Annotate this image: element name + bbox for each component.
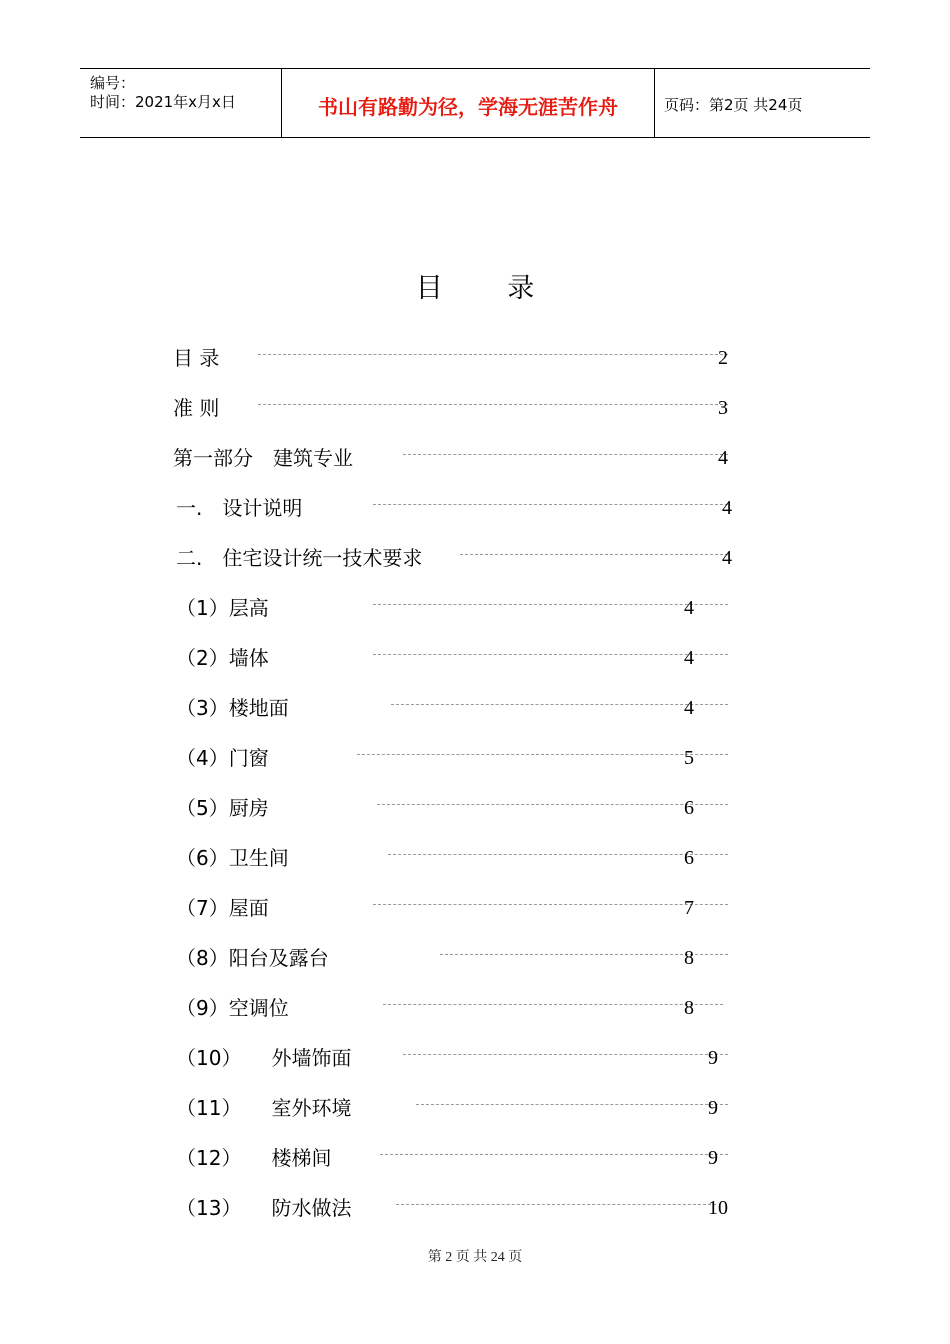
toc-entry[interactable] xyxy=(0,943,950,973)
toc-entry-label: （3）楼地面 xyxy=(176,696,289,720)
dot-leader xyxy=(391,704,728,705)
dot-leader xyxy=(380,1154,728,1155)
toc-entry-page: 9 xyxy=(708,1047,718,1069)
toc-entry-page: 8 xyxy=(684,997,694,1019)
toc-entry-page: 4 xyxy=(684,597,694,619)
toc-entry[interactable] xyxy=(0,843,950,873)
toc-entry-page: 3 xyxy=(718,397,728,419)
toc-entry-page: 4 xyxy=(718,447,728,469)
dot-leader xyxy=(373,654,728,655)
toc-entry-label: 一. 设计说明 xyxy=(176,496,303,520)
toc-entry[interactable] xyxy=(0,1193,950,1223)
toc-entry[interactable] xyxy=(0,1043,950,1073)
doc-number-label: 编号： xyxy=(90,74,136,92)
dot-leader xyxy=(403,1054,728,1055)
toc-entry-label: （2）墙体 xyxy=(176,646,269,670)
dot-leader xyxy=(396,1204,716,1205)
dot-leader xyxy=(357,754,728,755)
toc-entry-label: 第一部分 建筑专业 xyxy=(173,446,353,470)
toc-entry-label: （1）层高 xyxy=(176,596,269,620)
toc-entry-page: 2 xyxy=(718,347,728,369)
toc-entry-label: （7）屋面 xyxy=(176,896,269,920)
dot-leader xyxy=(258,354,728,355)
dot-leader xyxy=(403,454,728,455)
toc-entry-page: 4 xyxy=(684,697,694,719)
toc-entry[interactable] xyxy=(0,643,950,673)
toc-entry[interactable] xyxy=(0,893,950,923)
dot-leader xyxy=(388,854,728,855)
dot-leader xyxy=(377,804,728,805)
toc-entry-label: （4）门窗 xyxy=(176,746,269,770)
toc-entry[interactable] xyxy=(0,543,950,573)
toc-entry[interactable] xyxy=(0,793,950,823)
toc-entry-page: 7 xyxy=(684,897,694,919)
page-info: 页码：第2页 共24页 xyxy=(664,96,803,114)
dot-leader xyxy=(373,904,728,905)
toc-entry-page: 9 xyxy=(708,1147,718,1169)
toc-entry-page: 9 xyxy=(708,1097,718,1119)
toc-entry-label: 目 录 xyxy=(173,346,220,370)
dot-leader xyxy=(258,404,728,405)
toc-entry-label: （12） 楼梯间 xyxy=(176,1146,332,1170)
toc-entry-page: 8 xyxy=(684,947,694,969)
toc-entry[interactable] xyxy=(0,1093,950,1123)
date-label: 时间：2021年x月x日 xyxy=(90,93,236,111)
toc-entry-page: 4 xyxy=(722,547,732,569)
toc-entry[interactable] xyxy=(0,443,950,473)
toc-entry-page: 5 xyxy=(684,747,694,769)
dot-leader xyxy=(383,1004,723,1005)
toc-entry-page: 10 xyxy=(708,1197,728,1219)
toc-entry[interactable] xyxy=(0,1143,950,1173)
toc-entry-label: （9）空调位 xyxy=(176,996,289,1020)
dot-leader xyxy=(373,504,728,505)
toc-entry[interactable] xyxy=(0,493,950,523)
toc-entry-page: 4 xyxy=(722,497,732,519)
dot-leader xyxy=(416,1104,728,1105)
toc-entry[interactable] xyxy=(0,343,950,373)
toc-entry[interactable] xyxy=(0,593,950,623)
dot-leader xyxy=(373,604,728,605)
toc-entry-label: （6）卫生间 xyxy=(176,846,289,870)
page-footer: 第 2 页 共 24 页 xyxy=(427,1250,523,1265)
toc-entry[interactable] xyxy=(0,993,950,1023)
toc-entry-page: 4 xyxy=(684,647,694,669)
toc-entry-label: 准 则 xyxy=(173,396,220,420)
toc-entry-label: 二. 住宅设计统一技术要求 xyxy=(176,546,423,570)
toc-entry-label: （5）厨房 xyxy=(176,796,269,820)
toc-entry-page: 6 xyxy=(684,797,694,819)
toc-entry-label: （13） 防水做法 xyxy=(176,1196,352,1220)
toc-entry[interactable] xyxy=(0,693,950,723)
toc-entry-label: （11） 室外环境 xyxy=(176,1096,352,1120)
slogan-text: 书山有路勤为径，学海无涯苦作舟 xyxy=(318,95,618,119)
page-title: 目 录 xyxy=(415,273,563,304)
toc-entry[interactable] xyxy=(0,743,950,773)
dot-leader xyxy=(460,554,728,555)
toc-entry-label: （10） 外墙饰面 xyxy=(176,1046,352,1070)
toc-entry[interactable] xyxy=(0,393,950,423)
toc-entry-label: （8）阳台及露台 xyxy=(176,946,329,970)
toc-entry-page: 6 xyxy=(684,847,694,869)
